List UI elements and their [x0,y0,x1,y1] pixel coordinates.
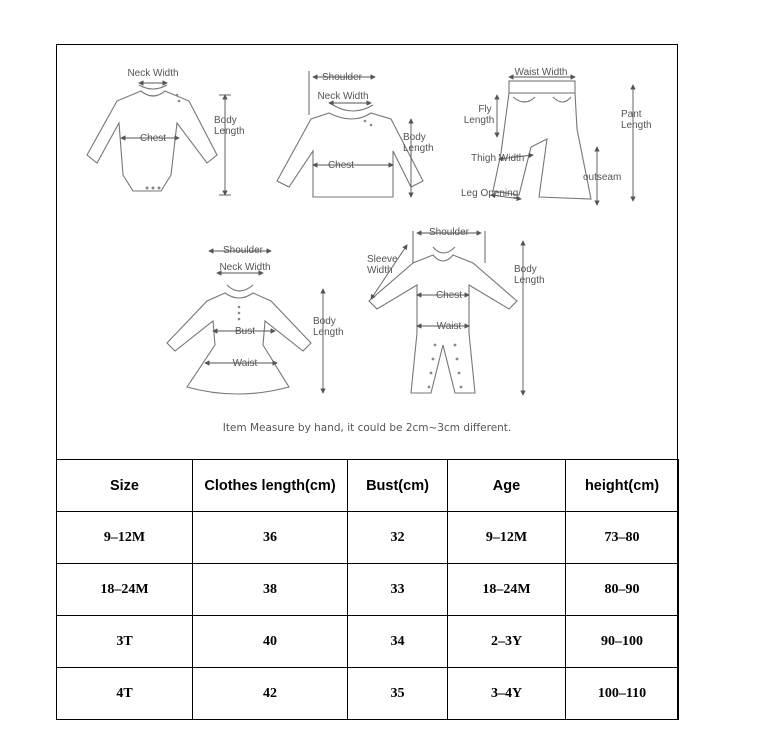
dress-length-label: Length [313,327,344,338]
pants-outseam-label: outseam [583,172,622,183]
measurement-diagram-svg [57,45,677,459]
cell-clothes-length: 42 [193,668,348,720]
header-size: Size [57,460,193,512]
dress-figure [167,245,344,394]
pants-thigh-width-label: Thigh Width [471,153,525,164]
top-figure [277,71,434,197]
bodysuit-length-label: Length [214,126,245,137]
romper-sleeve-label: Sleeve [367,254,398,265]
dress-neck-width-label: Neck Width [219,262,271,273]
size-table [56,459,679,720]
cell-height: 90–100 [566,616,679,668]
cell-height: 73–80 [566,512,679,564]
romper-length-label: Length [514,275,545,286]
pants-waist-width-label: Waist Width [514,67,568,78]
cell-bust: 35 [348,668,448,720]
pants-pant-label: Pant [621,109,642,120]
header-age: Age [448,460,566,512]
pants-fly-length-label: Length [463,115,495,126]
pants-leg-opening-label: Leg Opening [461,188,519,199]
pants-figure [461,67,652,205]
bodysuit-figure [87,68,245,195]
table-header-row [57,460,679,512]
header-clothes-length: Clothes length(cm) [193,460,348,512]
top-shoulder-label: Shoulder [321,72,363,83]
cell-bust: 34 [348,616,448,668]
cell-clothes-length: 38 [193,564,348,616]
romper-shoulder-label: Shoulder [428,227,470,238]
dress-shoulder-label: Shoulder [222,245,264,256]
cell-size: 9–12M [57,512,193,564]
romper-figure [367,227,545,395]
table-row [57,616,679,668]
table-row [57,564,679,616]
size-chart-frame [56,44,678,720]
pants-pant-length-label: Length [621,120,652,131]
header-bust: Bust(cm) [348,460,448,512]
bodysuit-body-label: Body [214,115,237,126]
table-row [57,512,679,564]
cell-height: 80–90 [566,564,679,616]
cell-size: 3T [57,616,193,668]
pants-fly-label: Fly [478,104,492,115]
cell-size: 18–24M [57,564,193,616]
bodysuit-chest-label: Chest [139,133,167,144]
cell-age: 3–4Y [448,668,566,720]
cell-clothes-length: 40 [193,616,348,668]
dress-body-label: Body [313,316,336,327]
cell-size: 4T [57,668,193,720]
romper-body-label: Body [514,264,537,275]
top-chest-label: Chest [327,160,355,171]
dress-waist-label: Waist [232,358,258,369]
cell-bust: 33 [348,564,448,616]
cell-age: 9–12M [448,512,566,564]
cell-age: 18–24M [448,564,566,616]
top-body-label: Body [403,132,426,143]
cell-bust: 32 [348,512,448,564]
top-length-label: Length [403,143,434,154]
cell-age: 2–3Y [448,616,566,668]
romper-chest-label: Chest [435,290,463,301]
romper-waist-label: Waist [436,321,462,332]
cell-height: 100–110 [566,668,679,720]
romper-sleeve-width-label: Width [367,265,393,276]
table-row [57,668,679,720]
measurement-note: Item Measure by hand, it could be 2cm~3cm different. [222,422,512,434]
top-neck-width-label: Neck Width [317,91,369,102]
measurement-diagram [57,45,677,459]
cell-clothes-length: 36 [193,512,348,564]
header-height: height(cm) [566,460,679,512]
bodysuit-neck-width-label: Neck Width [127,68,179,79]
dress-bust-label: Bust [234,326,256,337]
